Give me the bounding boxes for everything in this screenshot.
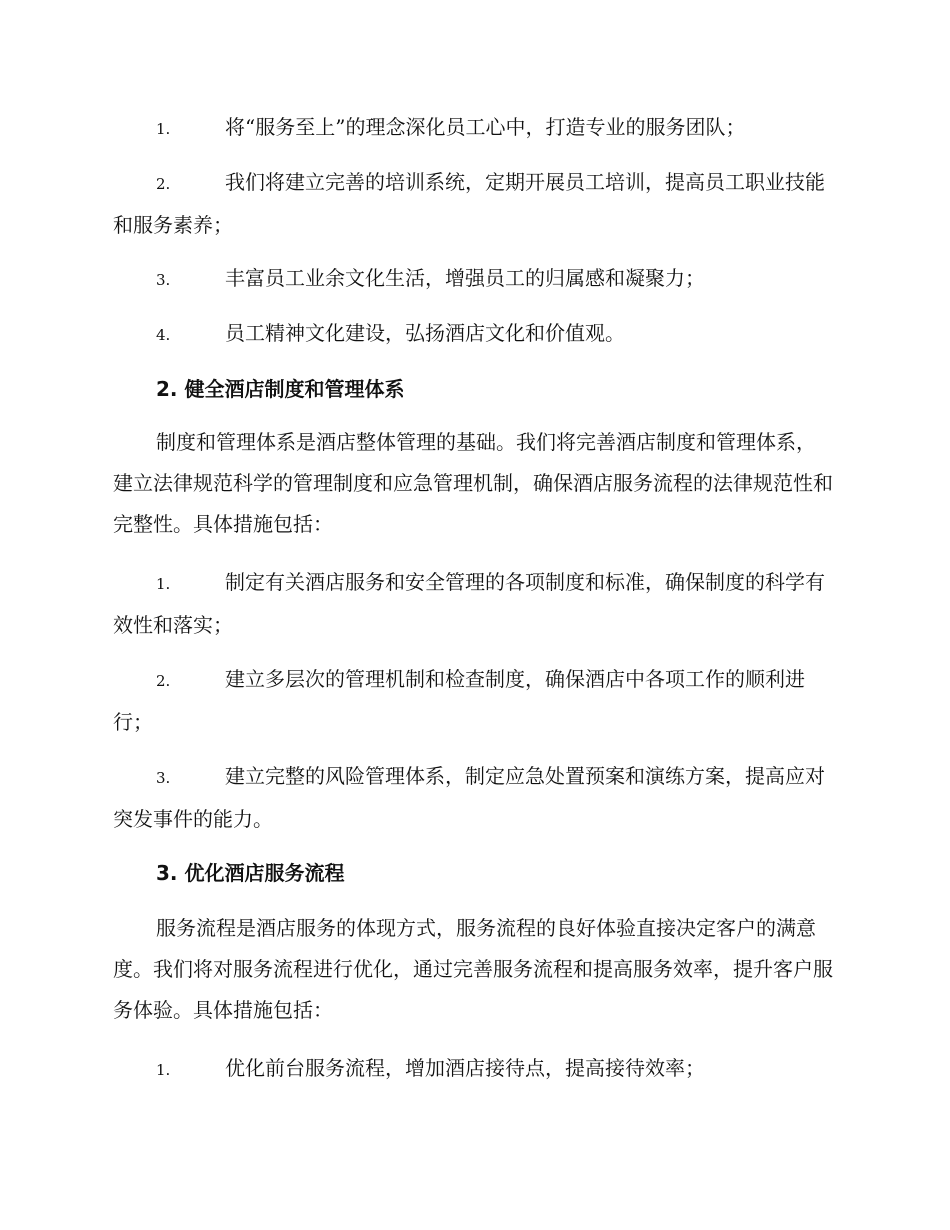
section-intro-paragraph: 制度和管理体系是酒店整体管理的基础。我们将完善酒店制度和管理体系，建立法律规范科学的管理制度和应急管理机制，确保酒店服务流程的法律规范性和完整性。具体措施包括： <box>113 430 833 536</box>
section-heading: 2. 健全酒店制度和管理体系 <box>156 377 405 401</box>
list-item-text: 制定有关酒店服务和安全管理的各项制度和标准，确保制度的科学有效性和落实； <box>113 570 825 637</box>
list-item <box>113 162 835 246</box>
list-item-number: 3. <box>156 769 171 787</box>
section-heading: 3. 优化酒店服务流程 <box>156 861 345 885</box>
list-item <box>113 659 835 743</box>
list-item <box>113 1048 835 1091</box>
list-item-number: 1. <box>156 575 171 593</box>
list-item-text: 建立多层次的管理机制和检查制度，确保酒店中各项工作的顺利进行； <box>113 667 805 734</box>
list-item-number: 2. <box>156 672 171 690</box>
list-item-text: 丰富员工业余文化生活，增强员工的归属感和凝聚力； <box>225 266 705 290</box>
list-item-number: 1. <box>156 1061 171 1079</box>
list-item-number: 4. <box>156 326 171 344</box>
list-item-text: 员工精神文化建设，弘扬酒店文化和价值观。 <box>225 321 625 345</box>
list-item <box>113 562 835 646</box>
list-item <box>113 313 835 356</box>
list-item <box>113 107 835 150</box>
list-item <box>113 258 835 301</box>
list-item-text: 优化前台服务流程，增加酒店接待点，提高接待效率； <box>225 1056 705 1080</box>
list-item-text: 我们将建立完善的培训系统，定期开展员工培训，提高员工职业技能和服务素养； <box>113 170 825 237</box>
list-item-number: 1. <box>156 120 171 138</box>
list-item-text: 建立完整的风险管理体系，制定应急处置预案和演练方案，提高应对突发事件的能力。 <box>113 764 825 831</box>
list-item-number: 3. <box>156 271 171 289</box>
list-item-text: 将“服务至上”的理念深化员工心中，打造专业的服务团队； <box>225 115 746 139</box>
list-item <box>113 756 835 840</box>
list-item-number: 2. <box>156 175 171 193</box>
section-intro-paragraph: 服务流程是酒店服务的体现方式，服务流程的良好体验直接决定客户的满意度。我们将对服务流程进行优化，通过完善服务流程和提高服务效率，提升客户服务体验。具体措施包括： <box>113 916 833 1022</box>
